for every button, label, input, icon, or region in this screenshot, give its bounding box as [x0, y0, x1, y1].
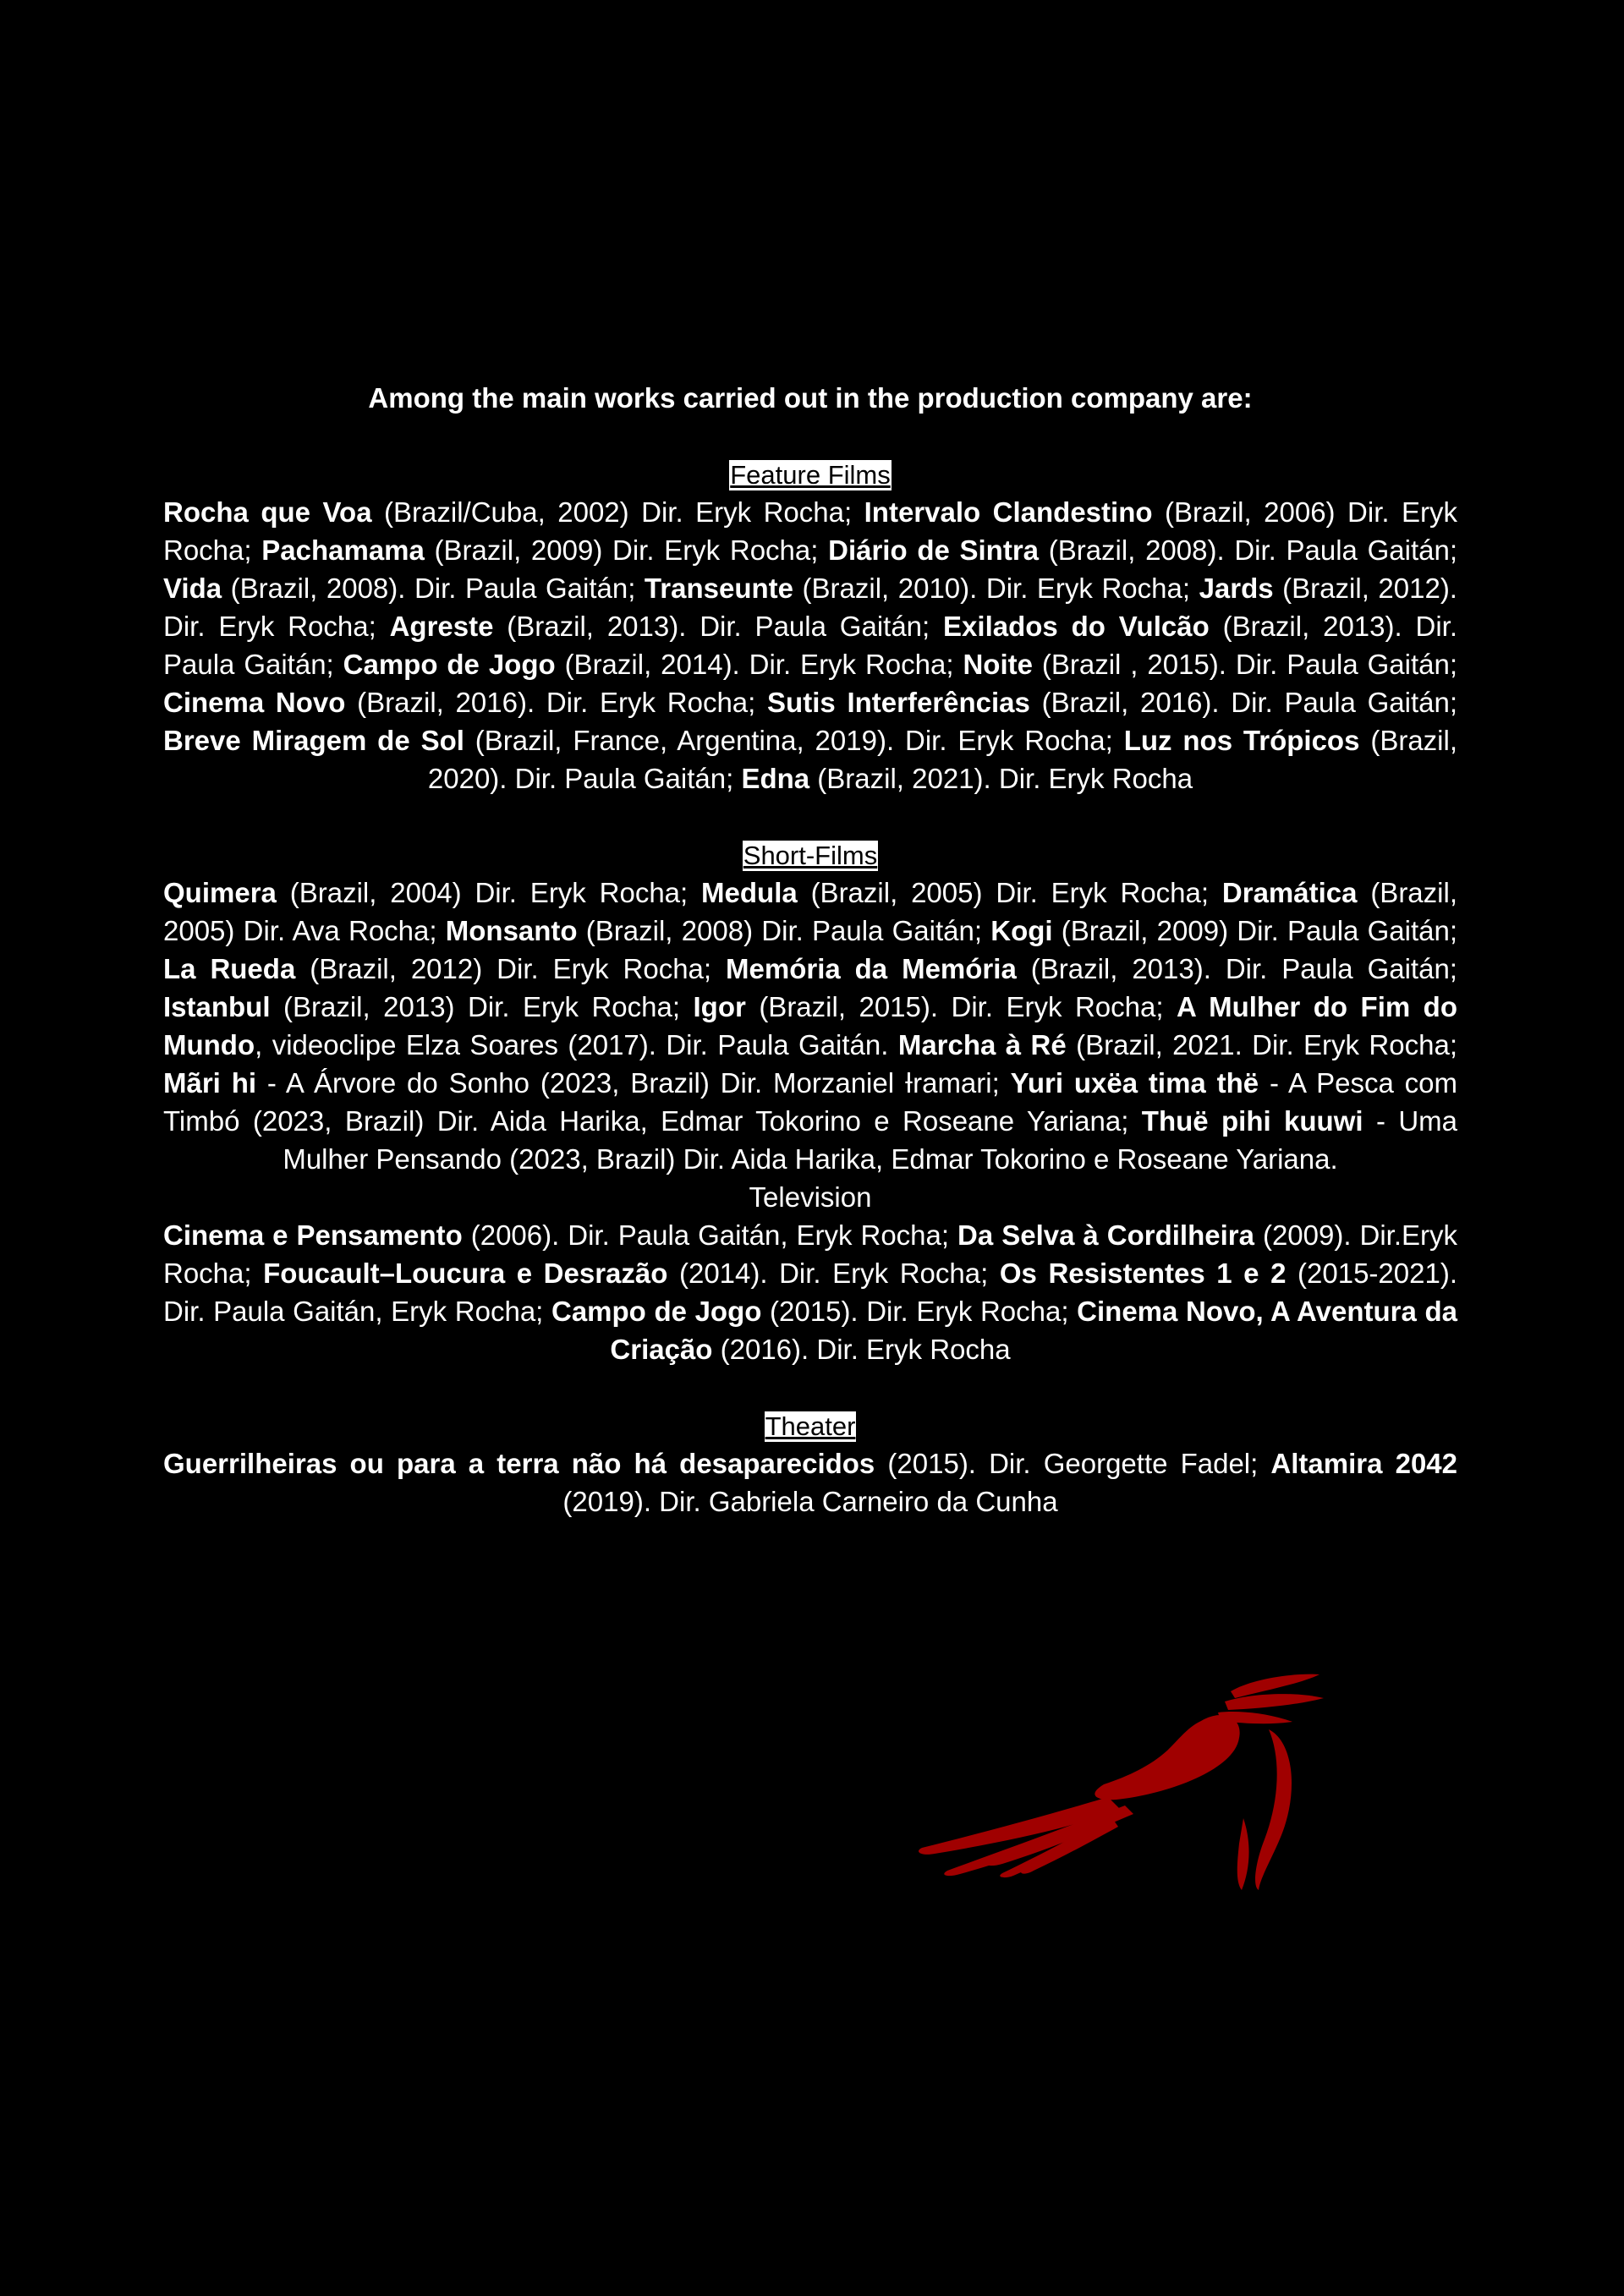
work-details: - Uma Mulher Pensando (2023, Brazil) Dir. Aida Harika, Edmar Tokorino e Roseane Yariana.	[283, 1105, 1458, 1175]
work-title: Memória da Memória	[726, 953, 1017, 984]
work-title: Quimera	[163, 877, 277, 908]
work-title: Medula	[701, 877, 798, 908]
work-details: (2016). Dir. Eryk Rocha	[712, 1334, 1011, 1365]
work-title: Jards	[1199, 573, 1274, 604]
red-bird-logo-icon	[897, 1649, 1387, 1920]
work-details: (Brazil, 2012) Dir. Eryk Rocha;	[295, 953, 727, 984]
work-title: Cinema Novo, A Aventura da Criação	[610, 1296, 1458, 1365]
work-title: Cinema Novo	[163, 687, 346, 718]
work-details: (Brazil , 2015). Dir. Paula Gaitán;	[1032, 649, 1457, 680]
work-title: Guerrilheiras ou para a terra não há desaparecidos	[163, 1448, 875, 1479]
work-title: Edna	[741, 763, 810, 794]
work-title: Os Resistentes 1 e 2	[999, 1258, 1287, 1289]
work-details: (2015). Dir. Georgette Fadel;	[875, 1448, 1271, 1479]
work-details: (Brazil, 2006) Dir. Eryk Rocha;	[163, 496, 1458, 566]
work-title: La Rueda	[163, 953, 296, 984]
work-details: (Brazil, 2013). Dir. Paula Gaitán;	[493, 611, 944, 642]
work-title: Cinema e Pensamento	[163, 1219, 463, 1251]
work-details: - A Pesca com Timbó (2023, Brazil) Dir. Aida Harika, Edmar Tokorino e Roseane Yariana;	[163, 1067, 1458, 1137]
work-details: (2015). Dir. Eryk Rocha;	[761, 1296, 1078, 1327]
work-title: Exilados do Vulcão	[943, 611, 1210, 642]
work-details: (2006). Dir. Paula Gaitán, Eryk Rocha;	[462, 1219, 958, 1251]
work-details: (Brazil, 2021. Dir. Eryk Rocha;	[1066, 1029, 1457, 1060]
work-details: (Brazil, 2008). Dir. Paula Gaitán;	[1039, 534, 1457, 566]
short-films-title: Short-Films	[743, 841, 878, 870]
work-title: A Mulher do Fim do Mundo	[163, 991, 1457, 1060]
work-title: Igor	[693, 991, 746, 1022]
short-films-list	[163, 874, 1457, 1178]
work-details: (Brazil, 2015). Dir. Eryk Rocha;	[745, 991, 1177, 1022]
work-details: (Brazil/Cuba, 2002) Dir. Eryk Rocha;	[371, 496, 864, 528]
work-title: Pachamama	[261, 534, 425, 566]
works-document	[163, 379, 1457, 1521]
work-details: (Brazil, 2010). Dir. Eryk Rocha;	[793, 573, 1199, 604]
work-title: Campo de Jogo	[343, 649, 556, 680]
work-title: Intervalo Clandestino	[864, 496, 1153, 528]
work-details: (2015-2021). Dir. Paula Gaitán, Eryk Rocha;	[163, 1258, 1457, 1327]
work-title: Foucault–Loucura e Desrazão	[263, 1258, 668, 1289]
work-title: Transeunte	[644, 573, 793, 604]
work-title: Altamira 2042	[1270, 1448, 1457, 1479]
work-details: (Brazil, 2004) Dir. Eryk Rocha;	[276, 877, 702, 908]
work-details: (Brazil, 2013). Dir. Paula Gaitán;	[1016, 953, 1457, 984]
work-title: Yuri uxëa tima thë	[1010, 1067, 1259, 1099]
work-title: Breve Miragem de Sol	[163, 725, 464, 756]
feature-films-title: Feature Films	[730, 460, 891, 490]
work-details: (Brazil, 2005) Dir. Eryk Rocha;	[797, 877, 1222, 908]
work-details: (Brazil, 2012). Dir. Eryk Rocha;	[163, 573, 1457, 642]
work-title: Rocha que Voa	[163, 496, 372, 528]
work-title: Mãri hi	[163, 1067, 257, 1099]
work-details: (Brazil, 2013). Dir. Paula Gaitán;	[163, 611, 1458, 680]
work-details: (Brazil, 2009) Dir. Paula Gaitán;	[1052, 915, 1457, 946]
work-title: Dramática	[1221, 877, 1358, 908]
work-details: - A Árvore do Sonho (2023, Brazil) Dir. Morzaniel Ɨramari;	[256, 1067, 1011, 1099]
work-details: (2009). Dir.Eryk Rocha;	[163, 1219, 1457, 1289]
feature-films-list	[163, 493, 1457, 797]
work-details: (2019). Dir. Gabriela Carneiro da Cunha	[562, 1486, 1058, 1517]
work-details: (Brazil, 2016). Dir. Eryk Rocha;	[345, 687, 768, 718]
work-title: Vida	[163, 573, 222, 604]
theater-list	[163, 1444, 1457, 1521]
work-title: Kogi	[990, 915, 1053, 946]
work-details: (Brazil, 2013) Dir. Eryk Rocha;	[270, 991, 694, 1022]
work-title: Diário de Sintra	[828, 534, 1040, 566]
work-details: (Brazil, 2014). Dir. Eryk Rocha;	[555, 649, 963, 680]
work-details: (2014). Dir. Eryk Rocha;	[667, 1258, 1000, 1289]
television-list	[163, 1216, 1457, 1368]
work-title: Marcha à Ré	[897, 1029, 1067, 1060]
work-details: (Brazil, 2020). Dir. Paula Gaitán;	[427, 725, 1457, 794]
work-title: Thuë pihi kuuwi	[1141, 1105, 1363, 1137]
work-details: (Brazil, 2009) Dir. Eryk Rocha;	[424, 534, 829, 566]
work-title: Da Selva à Cordilheira	[957, 1219, 1254, 1251]
theater-title: Theater	[765, 1411, 856, 1441]
work-title: Noite	[963, 649, 1033, 680]
work-details: , videoclipe Elza Soares (2017). Dir. Paula Gaitán.	[255, 1029, 898, 1060]
work-details: (Brazil, 2016). Dir. Paula Gaitán;	[1029, 687, 1458, 718]
work-title: Agreste	[389, 611, 494, 642]
work-title: Istanbul	[163, 991, 271, 1022]
work-details: (Brazil, 2008). Dir. Paula Gaitán;	[222, 573, 645, 604]
work-details: (Brazil, 2021). Dir. Eryk Rocha	[809, 763, 1193, 794]
work-title: Campo de Jogo	[551, 1296, 762, 1327]
work-title: Luz nos Trópicos	[1123, 725, 1360, 756]
work-details: (Brazil, France, Argentina, 2019). Dir. Eryk Rocha;	[464, 725, 1124, 756]
work-details: (Brazil, 2008) Dir. Paula Gaitán;	[577, 915, 991, 946]
television-title: Television	[749, 1181, 872, 1213]
work-details: (Brazil, 2005) Dir. Ava Rocha;	[163, 877, 1457, 946]
work-title: Sutis Interferências	[767, 687, 1030, 718]
work-title: Monsanto	[445, 915, 578, 946]
intro-heading: Among the main works carried out in the production company are:	[368, 382, 1253, 414]
